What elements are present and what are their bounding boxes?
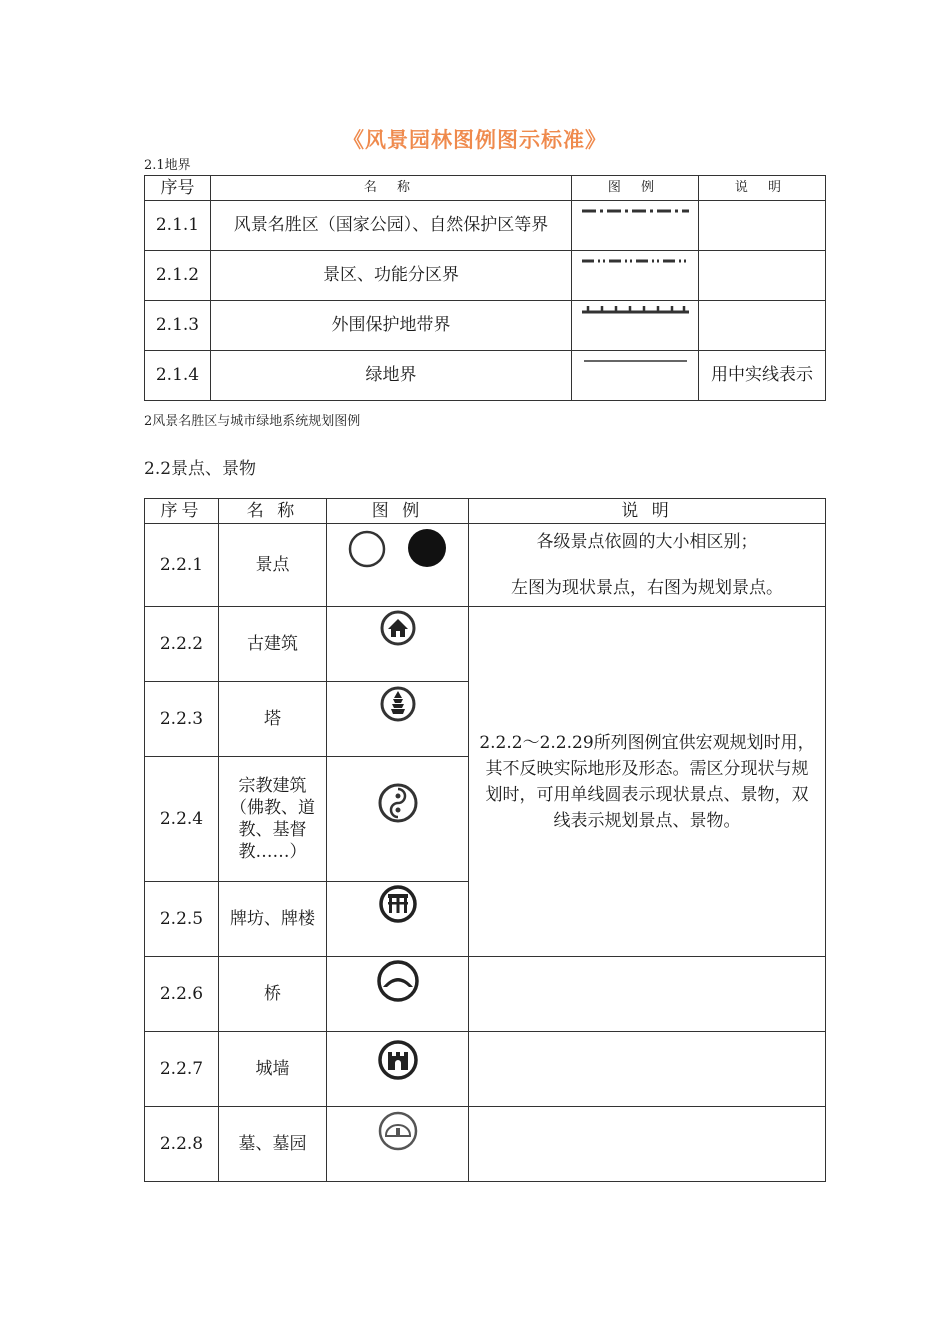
row-name: 古建筑 xyxy=(219,607,327,682)
dash-dot-boundary-line-icon xyxy=(572,201,699,250)
row-number: 2.1.3 xyxy=(145,301,211,351)
row-number: 2.2.2 xyxy=(145,607,219,682)
row-note xyxy=(699,251,826,301)
header-note: 说 明 xyxy=(699,176,826,201)
circle-pair-icon xyxy=(327,524,469,598)
section-caption-2-1: 2.1地界 xyxy=(144,158,191,173)
group-note-text: 2.2.2～2.2.29所列图例宜供宏观规划时用，其不反映实际地形及形态。需区分现状与规划时，可用单线圆表示现状景点、景物，双线表示规划景点、景物。 xyxy=(479,732,815,831)
legend-cell xyxy=(327,524,469,607)
note-line-1: 各级景点依圆的大小相区别； xyxy=(536,532,758,552)
table-row xyxy=(145,351,826,401)
table-row xyxy=(145,1107,826,1182)
row-note xyxy=(699,301,826,351)
legend-cell xyxy=(327,1032,469,1107)
city-wall-icon xyxy=(327,1032,469,1106)
legend-cell xyxy=(327,1107,469,1182)
boundary-legend-table xyxy=(144,175,826,401)
dash-dot-dot-boundary-line-icon xyxy=(572,251,699,300)
table-row xyxy=(145,607,826,682)
legend-cell xyxy=(572,301,699,351)
table-row xyxy=(145,201,826,251)
row-name: 桥 xyxy=(219,957,327,1032)
taiji-icon xyxy=(327,757,469,881)
archway-icon xyxy=(327,882,469,956)
header-legend: 图 例 xyxy=(572,176,699,201)
row-name: 牌坊、牌楼 xyxy=(219,882,327,957)
row-note xyxy=(469,1107,826,1182)
legend-cell xyxy=(327,757,469,882)
bridge-icon xyxy=(327,957,469,1031)
table-row xyxy=(145,301,826,351)
row-number: 2.2.8 xyxy=(145,1107,219,1182)
row-name: 风景名胜区（国家公园）、自然保护区等界 xyxy=(211,201,572,251)
group-note xyxy=(469,607,826,957)
row-note: 用中实线表示 xyxy=(699,351,826,401)
document-title: 《风景园林图例图示标准》 xyxy=(343,128,607,152)
legend-cell xyxy=(572,351,699,401)
pagoda-icon xyxy=(327,682,469,756)
row-name: 景点 xyxy=(219,524,327,607)
scenic-spot-legend-table xyxy=(144,498,826,1182)
row-number: 2.2.4 xyxy=(145,757,219,882)
table-header-row xyxy=(145,499,826,524)
footnote-caption: 2风景名胜区与城市绿地系统规划图例 xyxy=(144,414,361,429)
table-row xyxy=(145,524,826,607)
row-note xyxy=(469,957,826,1032)
row-number: 2.2.5 xyxy=(145,882,219,957)
row-number: 2.1.4 xyxy=(145,351,211,401)
header-name: 名 称 xyxy=(211,176,572,201)
note-line-2: 左图为现状景点，右图为规划景点。 xyxy=(511,578,783,598)
row-name: 塔 xyxy=(219,682,327,757)
header-legend: 图 例 xyxy=(327,499,469,524)
row-name: 宗教建筑（佛教、道教、基督教……） xyxy=(219,757,327,882)
row-number: 2.2.7 xyxy=(145,1032,219,1107)
row-number: 2.2.1 xyxy=(145,524,219,607)
row-name: 外围保护地带界 xyxy=(211,301,572,351)
scenic-spot-note xyxy=(469,524,826,607)
ancient-building-icon xyxy=(327,607,469,681)
legend-cell xyxy=(327,607,469,682)
solid-line-icon xyxy=(572,351,699,400)
table-row xyxy=(145,957,826,1032)
legend-cell xyxy=(327,882,469,957)
legend-cell xyxy=(572,201,699,251)
table-header-row xyxy=(145,176,826,201)
legend-cell xyxy=(327,682,469,757)
legend-cell xyxy=(327,957,469,1032)
header-note: 说 明 xyxy=(469,499,826,524)
row-name: 墓、墓园 xyxy=(219,1107,327,1182)
row-name: 城墙 xyxy=(219,1032,327,1107)
table-row xyxy=(145,1032,826,1107)
legend-cell xyxy=(572,251,699,301)
header-no: 序号 xyxy=(145,499,219,524)
row-name: 景区、功能分区界 xyxy=(211,251,572,301)
table-row xyxy=(145,251,826,301)
row-number: 2.1.1 xyxy=(145,201,211,251)
header-no: 序号 xyxy=(145,176,211,201)
header-name: 名 称 xyxy=(219,499,327,524)
row-name: 绿地界 xyxy=(211,351,572,401)
row-number: 2.2.6 xyxy=(145,957,219,1032)
row-number: 2.2.3 xyxy=(145,682,219,757)
tick-boundary-line-icon xyxy=(572,301,699,350)
tomb-icon xyxy=(327,1107,469,1181)
section-heading-2-2: 2.2景点、景物 xyxy=(144,459,257,479)
row-note xyxy=(699,201,826,251)
row-note xyxy=(469,1032,826,1107)
row-number: 2.1.2 xyxy=(145,251,211,301)
